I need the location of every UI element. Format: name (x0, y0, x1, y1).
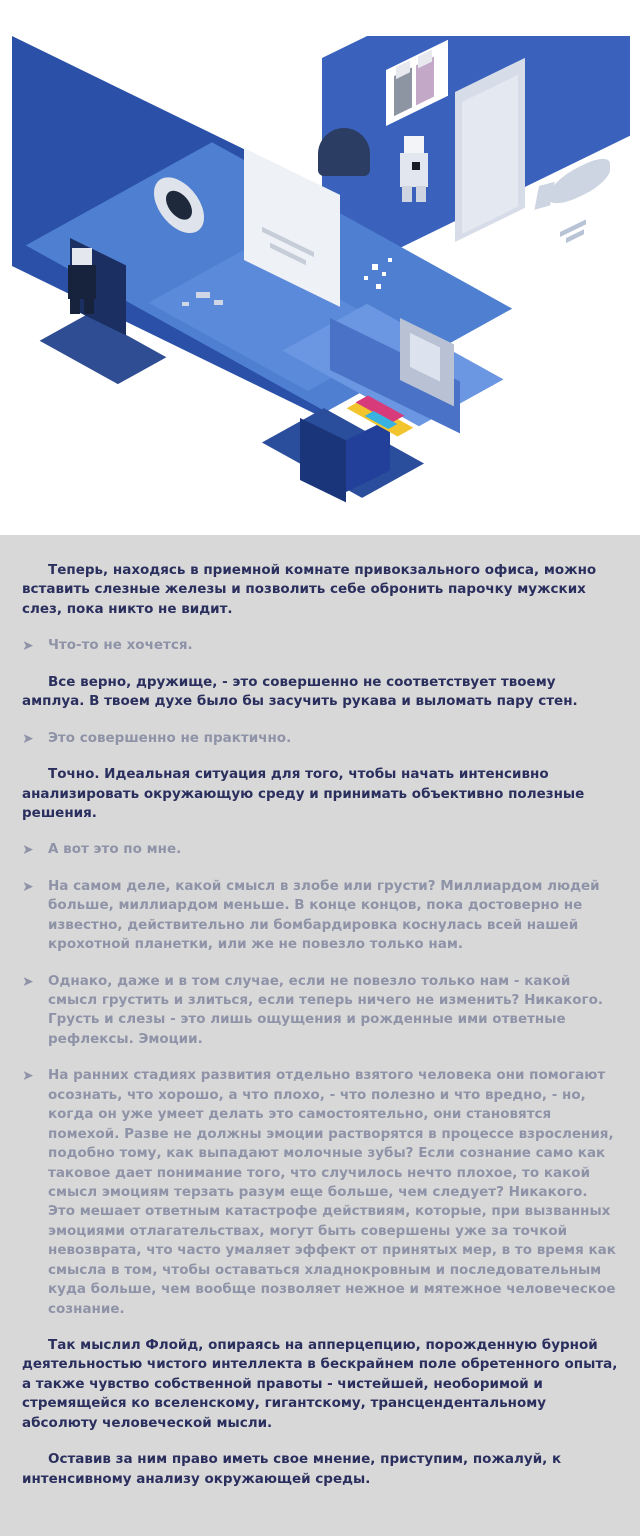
scene-illustration (0, 0, 640, 535)
floor-debris (196, 292, 210, 298)
narration-paragraph: Оставив за ним право иметь свое мнение, приступим, пожалуй, к интенсивному анализу окружающей среды. (22, 1451, 562, 1487)
dialogue-text: Это совершенно не практично. (48, 729, 292, 746)
dialogue-line (22, 1066, 618, 1319)
narration-paragraph: Все верно, дружище, - это совершенно не соответствует твоему амплуа. В твоем духе было бы засучить рукава и выломать пару стен. (22, 673, 578, 710)
character-officer (66, 248, 100, 318)
narration-paragraph: Так мыслил Флойд, опираясь на апперцепцию, порожденную бурной деятельностью чистого интеллекта в бескрайнем поле обретенного опыта, а также чувство собственной правоты - чистейшей, необоримой и стремящейся ко вселенскому, гигантскому, трансцендентальному абсолюту человеческой мысли. (22, 1337, 618, 1431)
dialogue-line (22, 729, 618, 748)
water-lines-icon (560, 212, 600, 248)
sparkle-icon (382, 272, 386, 276)
scene-canvas (0, 0, 640, 535)
story-text-area (0, 535, 640, 1536)
door-panel (462, 75, 518, 234)
character-badge (412, 162, 420, 170)
fish-tail-icon (534, 182, 554, 210)
dialogue-marker-icon: ➤ (22, 730, 34, 747)
dialogue-marker-icon: ➤ (22, 1068, 34, 1085)
dialogue-text: А вот это по мне. (48, 841, 182, 858)
character-clerk (398, 136, 432, 208)
character-leg (416, 186, 426, 202)
dialogue-line (22, 840, 618, 859)
character-body (400, 153, 428, 187)
trash-bin (318, 128, 370, 176)
dialogue-marker-icon: ➤ (22, 842, 34, 859)
character-head (404, 136, 424, 154)
dialogue-text: На самом деле, какой смысл в злобе или грусти? Миллиардом людей больше, миллиардом меньше. В конце концов, пока достоверно не известно, действительно ли бомбардировка коснулась всей нашей крохотной планетки, или же не повезло только нам. (48, 877, 600, 953)
sparkle-icon (372, 264, 378, 270)
dialogue-line (22, 877, 618, 955)
scene-top-margin (0, 0, 640, 36)
dialogue-text: На ранних стадиях развития отдельно взятого человека они помогают осознать, что хорошо, а что плохо, - что полезно и что вредно, - но, когда он уже умеет делать это самостоятельно, они становятся помехой. Разве не должны эмоции растворятся в процессе взросления, подобно тому, как выпадают молочные зубы? Если сознание само как таковое дает понимание того, что случилось нечто плохое, то какой смысл эмоциям терзать разум еще больше, чем следует? Никакого. Это мешает ответным катастрофе действиям, которые, при вызванных эмоциями отлагательствах, могут быть совершены уже за точкой невозврата, что часто умаляет эффект от принятых мер, в то время как смысла в том, чтобы оставаться хладнокровным и последовательным куда больше, чем вообще позволяет нежное и мятежное человеческое сознание. (48, 1067, 616, 1317)
sparkle-icon (388, 258, 392, 262)
dialogue-text: Что-то не хочется. (48, 637, 193, 654)
floor-debris (214, 300, 223, 305)
character-head (72, 248, 92, 266)
character-body (68, 265, 96, 299)
dialogue-line (22, 636, 618, 655)
floor-debris (182, 302, 189, 306)
character-leg (402, 186, 412, 202)
dialogue-marker-icon: ➤ (22, 638, 34, 655)
narration-paragraph: Точно. Идеальная ситуация для того, чтобы начать интенсивно анализировать окружающую среду и принимать объективно полезные решения. (22, 766, 585, 821)
character-leg (84, 298, 94, 314)
narration-paragraph: Теперь, находясь в приемной комнате привокзального офиса, можно вставить слезные железы и позволить себе обронить парочку мужских слез, пока никто не видит. (22, 562, 597, 617)
sparkle-icon (376, 284, 381, 289)
sparkle-icon (364, 276, 368, 280)
dialogue-marker-icon: ➤ (22, 973, 34, 990)
dialogue-marker-icon: ➤ (22, 878, 34, 895)
dialogue-text: Однако, даже и в том случае, если не повезло только нам - какой смысл грустить и злиться, если теперь ничего не изменить? Никакого. Грусть и слезы - это лишь ощущения и рожденные ими ответные рефлексы. Эмоции. (48, 972, 603, 1047)
character-leg (70, 298, 80, 314)
isometric-room (0, 0, 640, 535)
dialogue-line (22, 972, 618, 1050)
